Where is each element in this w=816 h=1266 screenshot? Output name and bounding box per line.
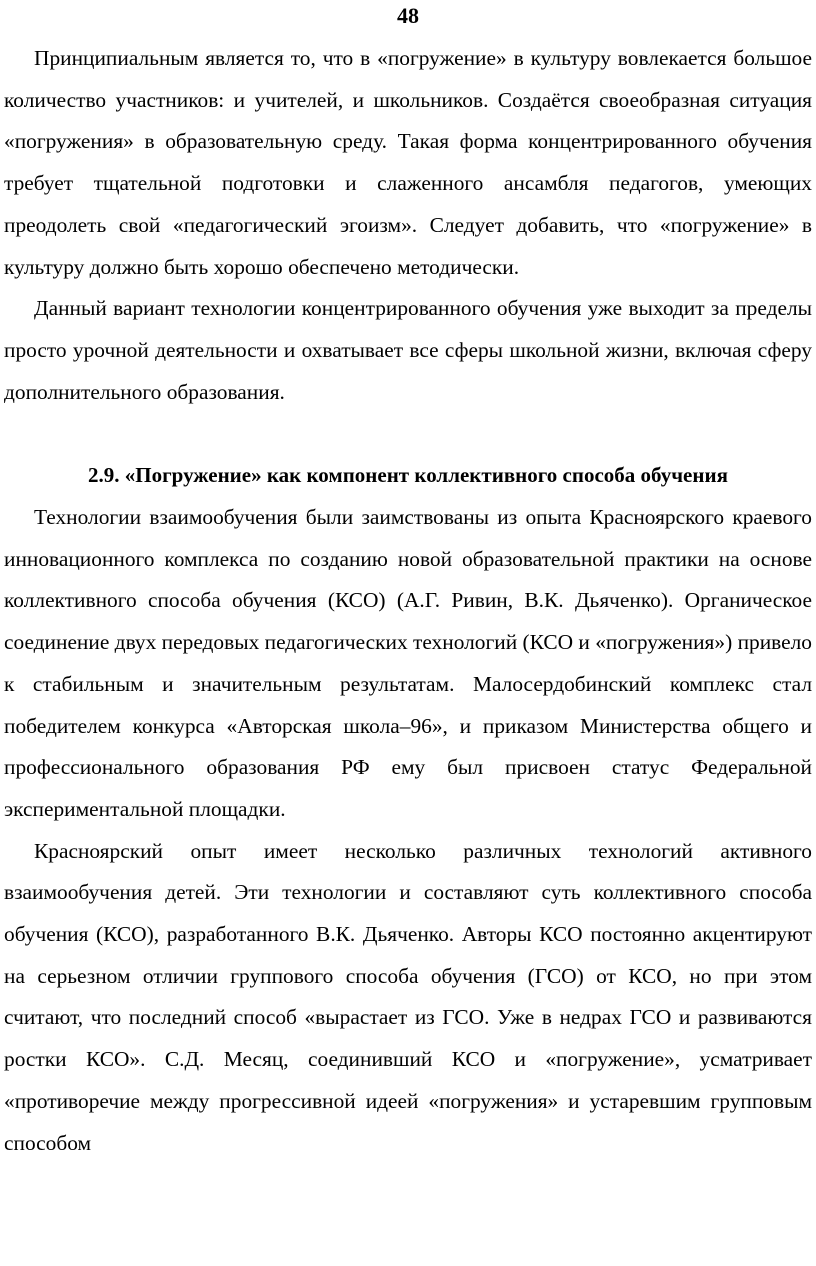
paragraph-krasnoyarsk-experience: Красноярский опыт имеет несколько различных технологий активного взаимообучения детей. Эти технологии и составляют суть коллективного способа обучения (КСО), разработанного В.К. Дьяченко. Авторы КСО постоянно акцентируют на серьезном отличии группового способа обучения (ГСО) от КСО, но при этом считают, что последний способ «вырастает из ГСО. Уже в недрах ГСО и развиваются ростки КСО». С.Д. Месяц, соединивший КСО и «погружение», усматривает «противоречие между прогрессивной идеей «погружения» и устаревшим групповым способом bbox=[4, 838, 812, 1155]
paragraph-immersion-participants: Принципиальным является то, что в «погружение» в культуру вовлекается большое количество участников: и учителей, и школьников. Создаётся своеобразная ситуация «погружения» в образовательную среду. Такая форма концентрированного обучения требует тщательной подготовки и слаженного ансамбля педагогов, умеющих преодолеть свой «педагогический эгоизм». Следует добавить, что «погружение» в культуру должно быть хорошо обеспечено методически. bbox=[4, 46, 812, 279]
page-number: 48 bbox=[397, 3, 419, 28]
page-content bbox=[4, 38, 812, 1164]
section-heading: 2.9. «Погружение» как компонент коллективного способа обучения bbox=[88, 463, 728, 488]
paragraph-mutual-learning-technologies: Технологии взаимообучения были заимствованы из опыта Красноярского краевого инновационного комплекса по созданию новой образовательной практики на основе коллективного способа обучения (КСО) (А.Г. Ривин, В.К. Дьяченко). Органическое соединение двух передовых педагогических технологий (КСО и «погружения») привело к стабильным и значительным результатам. Малосердобинский комплекс стал победителем конкурса «Авторская школа–96», и приказом Министерства общего и профессионального образования РФ ему был присвоен статус Федеральной экспериментальной площадки. bbox=[4, 505, 812, 821]
section-spacer bbox=[4, 413, 812, 455]
paragraph-concentrated-learning: Данный вариант технологии концентрированного обучения уже выходит за пределы просто урочной деятельности и охватывает все сферы школьной жизни, включая сферу дополнительного образования. bbox=[4, 296, 812, 404]
